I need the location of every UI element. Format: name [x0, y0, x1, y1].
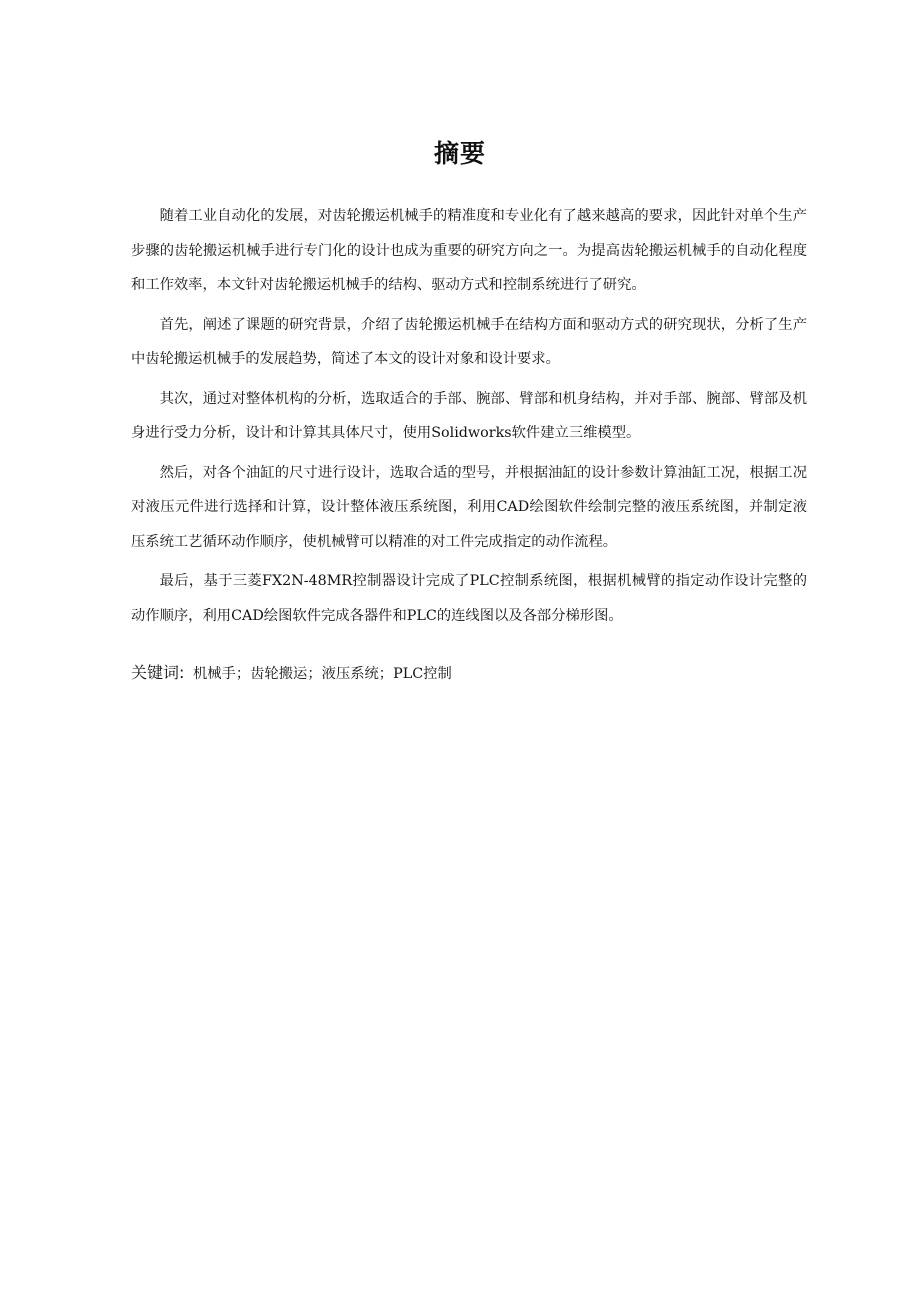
keywords-line	[131, 656, 811, 691]
paragraph-5: 最后，基于三菱FX2N-48MR控制器设计完成了PLC控制系统图，根据机械臂的指定动作设计完整的动作顺序，利用CAD绘图软件完成各器件和PLC的连线图以及各部分梯形图。	[131, 573, 807, 624]
abstract-body	[131, 199, 807, 638]
paragraph-3: 其次，通过对整体机构的分析，选取适合的手部、腕部、臂部和机身结构，并对手部、腕部、臂部及机身进行受力分析，设计和计算其具体尺寸，使用Solidworks软件建立三维模型。	[131, 390, 807, 441]
keywords-label: 关键词:	[131, 663, 185, 682]
page-title: 摘要	[433, 139, 486, 168]
paragraph-4: 然后，对各个油缸的尺寸进行设计，选取合适的型号，并根据油缸的设计参数计算油缸工况，根据工况对液压元件进行选择和计算，设计整体液压系统图，利用CAD绘图软件绘制完整的液压系统图，并制定液压系统工艺循环动作顺序，使机械臂可以精准的对工件完成指定的动作流程。	[131, 464, 807, 550]
paragraph-2: 首先，阐述了课题的研究背景，介绍了齿轮搬运机械手在结构方面和驱动方式的研究现状，分析了生产中齿轮搬运机械手的发展趋势，简述了本文的设计对象和设计要求。	[131, 316, 807, 367]
keywords-value: 机械手；齿轮搬运；液压系统；PLC控制	[192, 666, 452, 682]
paragraph-1: 随着工业自动化的发展，对齿轮搬运机械手的精准度和专业化有了越来越高的要求，因此针对单个生产步骤的齿轮搬运机械手进行专门化的设计也成为重要的研究方向之一。为提高齿轮搬运机械手的自动化程度和工作效率，本文针对齿轮搬运机械手的结构、驱动方式和控制系统进行了研究。	[131, 208, 807, 293]
